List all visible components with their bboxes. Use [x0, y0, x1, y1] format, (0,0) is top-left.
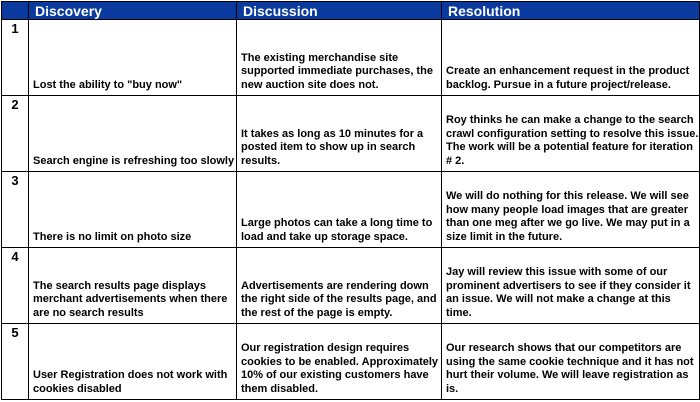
discussion-cell: Advertisements are rendering down the right side of the results page, and the rest of the page is empty.	[237, 248, 442, 324]
table-row	[2, 324, 700, 400]
discovery-cell: Search engine is refreshing too slowly	[29, 96, 237, 172]
discovery-cell: User Registration does not work with cookies disabled	[29, 324, 237, 400]
discovery-cell: There is no limit on photo size	[29, 172, 237, 248]
header-discovery: Discovery	[29, 2, 237, 20]
header-number	[2, 2, 29, 20]
table-row	[2, 172, 700, 248]
resolution-cell: Create an enhancement request in the product backlog. Pursue in a future project/release.	[442, 20, 700, 96]
row-number: 2	[2, 96, 29, 172]
table-row	[2, 248, 700, 324]
resolution-cell: Roy thinks he can make a change to the search crawl configuration setting to resolve this issue. The work will be a potential feature for iteration # 2.	[442, 96, 700, 172]
resolution-cell: Our research shows that our competitors are using the same cookie technique and it has not hurt their volume. We will leave registration as is.	[442, 324, 700, 400]
discussion-cell: Large photos can take a long time to load and take up storage space.	[237, 172, 442, 248]
row-number: 5	[2, 324, 29, 400]
header-discussion: Discussion	[237, 2, 442, 20]
header-resolution: Resolution	[442, 2, 700, 20]
discussion-cell: The existing merchandise site supported immediate purchases, the new auction site does not.	[237, 20, 442, 96]
header-row	[2, 2, 700, 20]
issues-table	[1, 1, 700, 400]
row-number: 4	[2, 248, 29, 324]
resolution-cell: Jay will review this issue with some of our prominent advertisers to see if they consider it an issue. We will not make a change at this time.	[442, 248, 700, 324]
resolution-cell: We will do nothing for this release. We will see how many people load images that are greater than one meg after we go live. We may put in a size limit in the future.	[442, 172, 700, 248]
discovery-cell: The search results page displays merchant advertisements when there are no search results	[29, 248, 237, 324]
discussion-cell: Our registration design requires cookies to be enabled. Approximately 10% of our existing customers have them disabled.	[237, 324, 442, 400]
discussion-cell: It takes as long as 10 minutes for a posted item to show up in search results.	[237, 96, 442, 172]
table-row	[2, 96, 700, 172]
table-row	[2, 20, 700, 96]
row-number: 3	[2, 172, 29, 248]
row-number: 1	[2, 20, 29, 96]
discovery-cell: Lost the ability to "buy now"	[29, 20, 237, 96]
